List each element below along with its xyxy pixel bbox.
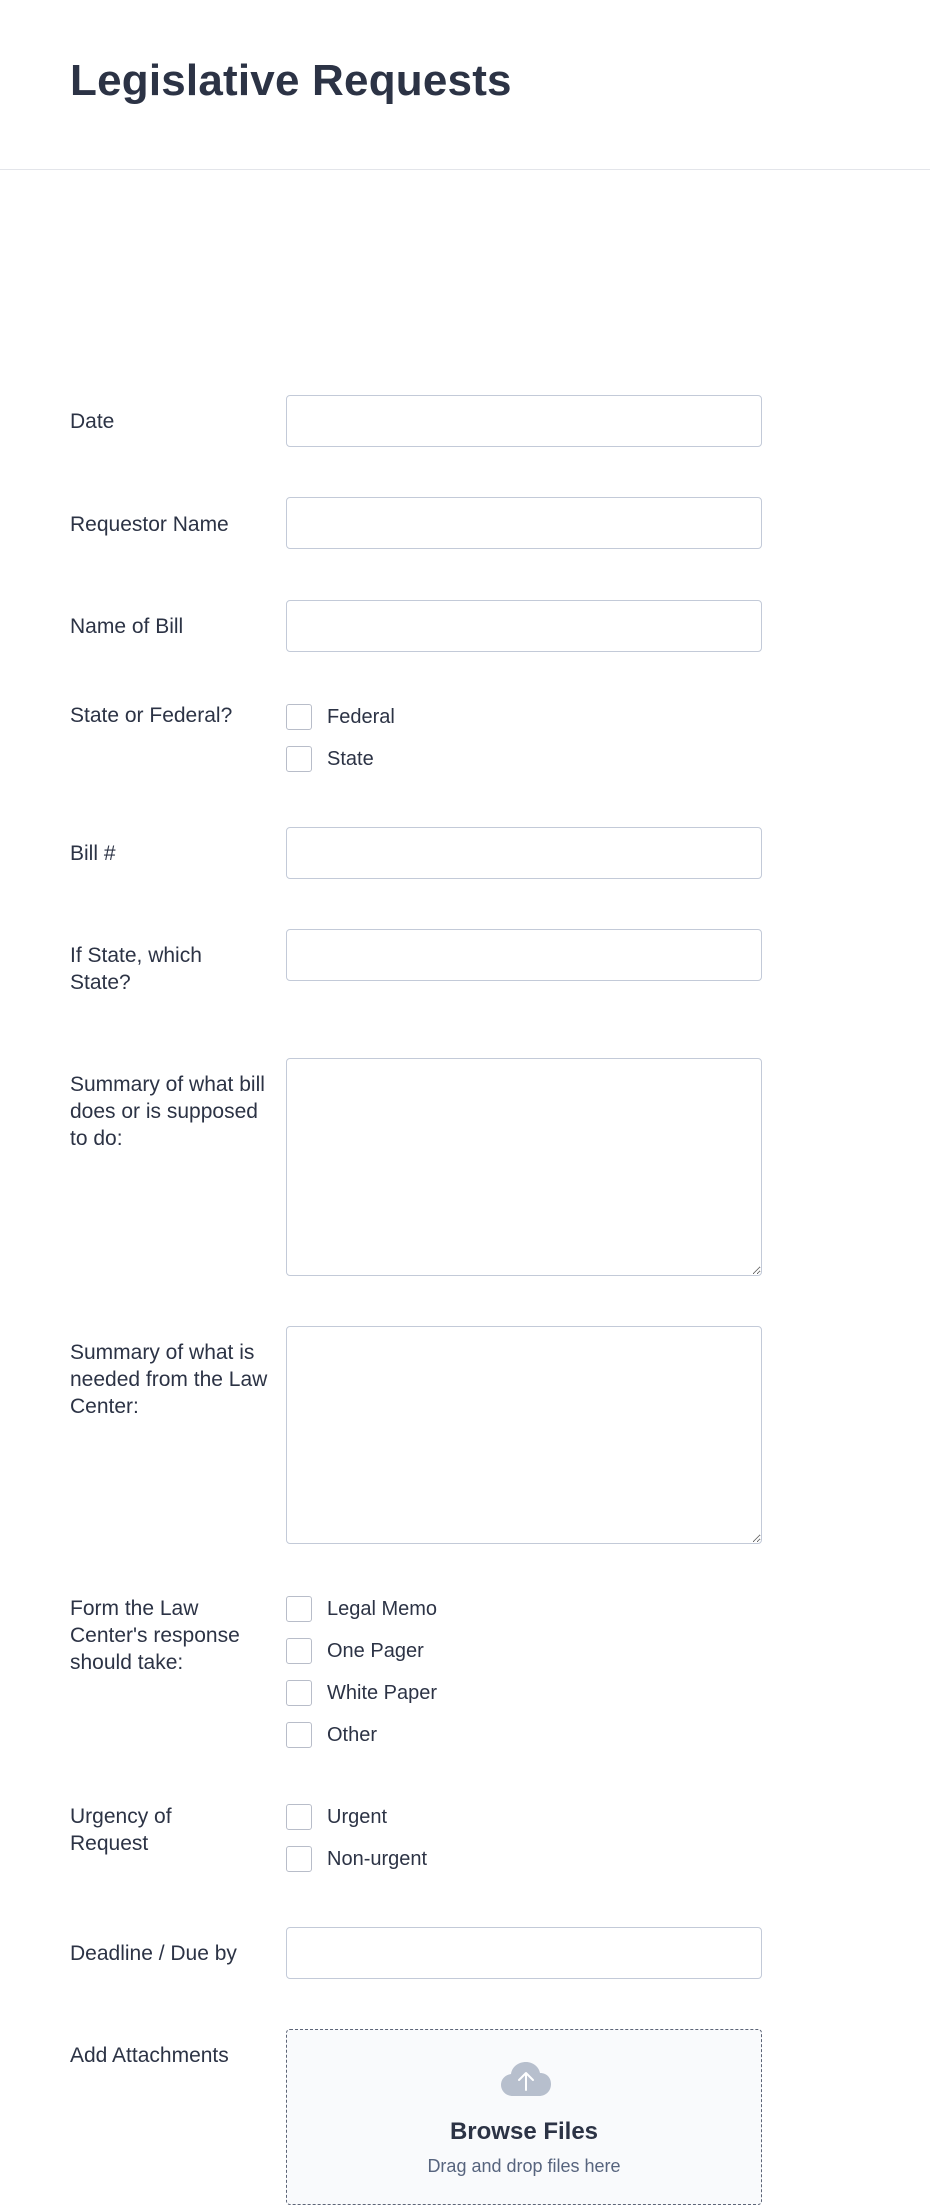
file-upload-dropzone[interactable] [286,2029,762,2205]
white-paper-checkbox[interactable] [286,1680,312,1706]
option-federal[interactable] [286,703,395,731]
other-checkbox[interactable] [286,1722,312,1748]
bill-number-label: Bill # [70,842,116,865]
federal-option-label: Federal [327,705,395,728]
other-option-label: Other [327,1723,378,1746]
which-state-input[interactable] [286,929,762,981]
form-header [0,0,930,170]
one-pager-option-label: One Pager [327,1639,424,1662]
name-of-bill-input[interactable] [286,600,762,652]
drag-drop-hint: Drag and drop files here [427,2156,621,2176]
state-or-federal-label: State or Federal? [70,704,233,727]
option-urgent[interactable] [286,1803,387,1831]
federal-checkbox[interactable] [286,704,312,730]
one-pager-checkbox[interactable] [286,1638,312,1664]
date-input[interactable] [286,395,762,447]
name-of-bill-label: Name of Bill [70,615,184,638]
attachments-label: Add Attachments [70,2044,229,2067]
requestor-name-label: Requestor Name [70,513,229,536]
option-legal-memo[interactable] [286,1595,437,1623]
response-form-label: Form the Law Center's response should take: [70,1597,240,1674]
bill-number-input[interactable] [286,827,762,879]
option-white-paper[interactable] [286,1679,437,1707]
bill-summary-textarea[interactable] [286,1058,762,1276]
legal-memo-checkbox[interactable] [286,1596,312,1622]
browse-files-button[interactable]: Browse Files [449,2118,599,2145]
date-label: Date [70,410,115,433]
option-state[interactable] [286,745,374,773]
option-other[interactable] [286,1721,377,1749]
urgent-checkbox[interactable] [286,1804,312,1830]
urgent-option-label: Urgent [327,1805,388,1828]
white-paper-option-label: White Paper [327,1681,438,1704]
page-title: Legislative Requests [70,56,512,105]
cloud-upload-icon [500,2060,552,2098]
deadline-label: Deadline / Due by [70,1942,237,1965]
urgency-label: Urgency of Request [70,1805,172,1855]
needed-summary-textarea[interactable] [286,1326,762,1544]
bill-summary-label: Summary of what bill does or is supposed to do: [70,1073,265,1150]
option-non-urgent[interactable] [286,1845,427,1873]
non-urgent-checkbox[interactable] [286,1846,312,1872]
legal-memo-option-label: Legal Memo [327,1597,438,1620]
option-one-pager[interactable] [286,1637,424,1665]
deadline-input[interactable] [286,1927,762,1979]
state-checkbox[interactable] [286,746,312,772]
which-state-label: If State, which State? [70,944,202,994]
state-option-label: State [327,747,374,770]
non-urgent-option-label: Non-urgent [327,1847,428,1870]
needed-summary-label: Summary of what is needed from the Law Center: [70,1341,268,1418]
requestor-name-input[interactable] [286,497,762,549]
